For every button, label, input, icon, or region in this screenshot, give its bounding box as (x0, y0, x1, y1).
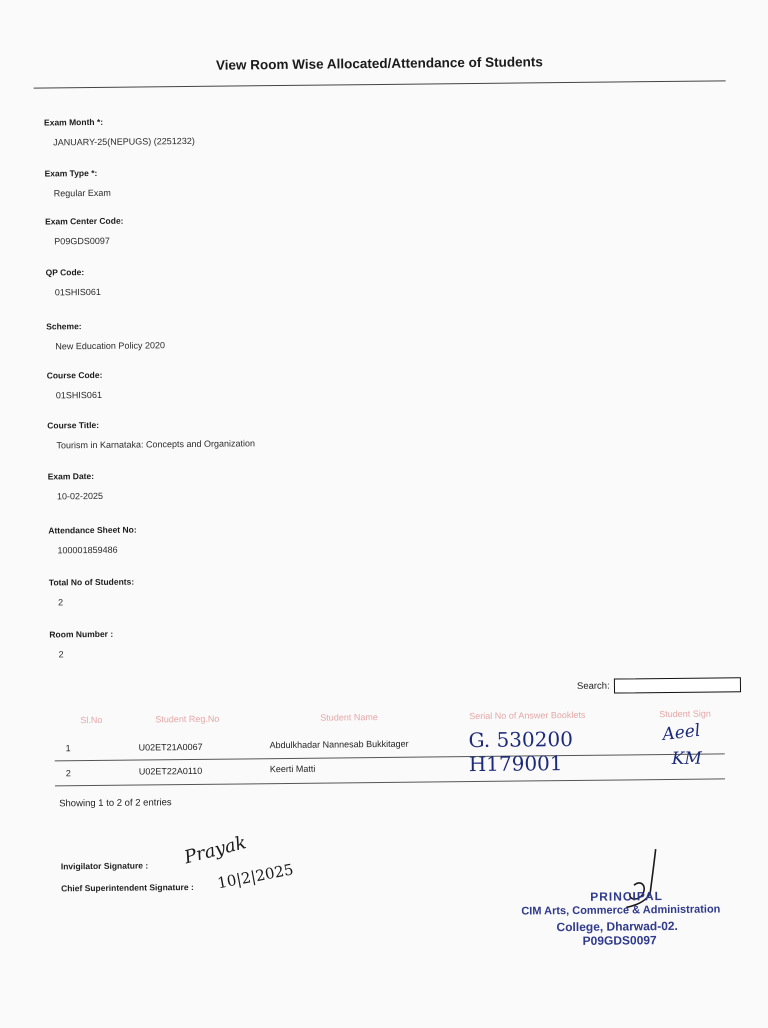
field-label: Attendance Sheet No: (48, 524, 137, 536)
row-divider (55, 753, 725, 761)
cell-booklet-handwritten: H179001 (468, 751, 563, 777)
student-signature: KM (671, 748, 702, 769)
field-value: Tourism in Karnataka: Concepts and Organization (56, 438, 256, 451)
header-reg-no[interactable]: Student Reg.No (155, 713, 220, 725)
title-divider (34, 80, 726, 88)
cell-reg: U02ET21A0067 (138, 741, 203, 753)
field-exam-center-code (45, 216, 124, 247)
header-student-sign[interactable]: Student Sign (659, 708, 711, 720)
field-label: Course Code: (46, 369, 103, 381)
field-exam-type (45, 168, 111, 199)
field-value: New Education Policy 2020 (55, 340, 165, 352)
row-divider (55, 778, 725, 786)
field-value: 2 (58, 597, 64, 608)
field-value: 10-02-2025 (56, 490, 104, 502)
student-signature: Aeel (661, 720, 702, 745)
field-value: JANUARY-25(NEPUGS) (2251232) (53, 135, 195, 148)
stamp-line-principal: PRINCIPAL (590, 889, 664, 904)
invigilator-signature: Prayak (182, 832, 249, 869)
cell-name: Keerti Matti (269, 763, 316, 775)
field-value: Regular Exam (53, 187, 111, 199)
field-value: 01SHIS061 (54, 286, 101, 298)
field-label: QP Code: (45, 267, 85, 278)
header-sl-no[interactable]: Sl.No (80, 714, 103, 726)
field-course-code (47, 370, 103, 401)
field-value: 100001859486 (57, 544, 118, 556)
field-label: Scheme: (46, 321, 82, 332)
header-student-name[interactable]: Student Name (320, 712, 378, 723)
page-title: View Room Wise Allocated/Attendance of Students (215, 54, 543, 73)
field-room-number (49, 629, 113, 660)
cell-name: Abdulkhadar Nannesab Bukkitager (269, 738, 409, 751)
field-label: Exam Type *: (44, 167, 98, 179)
invigilator-signature-label: Invigilator Signature : (60, 860, 149, 872)
search-area (577, 677, 741, 694)
field-scheme (46, 320, 165, 351)
field-attendance-sheet-no (48, 525, 137, 556)
stamp-line-college-name: CIM Arts, Commerce & Administration (521, 903, 721, 918)
search-input[interactable] (614, 677, 741, 693)
field-total-students (49, 577, 135, 608)
cell-reg: U02ET22A0110 (138, 765, 203, 777)
field-label: Exam Month *: (43, 116, 104, 128)
cell-sl: 2 (65, 768, 71, 779)
field-value: 2 (58, 649, 64, 660)
cell-booklet-handwritten: G. 530200 (468, 726, 573, 753)
stamp-line-location: College, Dharwad-02. (556, 918, 678, 935)
field-qp-code (46, 267, 101, 298)
search-label: Search: (576, 680, 610, 692)
handwritten-date: 10|2|2025 (215, 860, 295, 893)
field-value: P09GDS0097 (54, 235, 110, 247)
field-label: Exam Center Code: (45, 215, 124, 227)
cell-sl: 1 (65, 743, 71, 754)
header-booklet-serial[interactable]: Serial No of Answer Booklets (469, 709, 586, 722)
field-label: Exam Date: (47, 470, 95, 482)
field-exam-date (48, 471, 103, 502)
field-value: 01SHIS061 (55, 389, 102, 401)
field-exam-month (44, 116, 195, 148)
chief-superintendent-label: Chief Superintendent Signature : (60, 881, 194, 894)
stamp-line-code: P09GDS0097 (582, 933, 657, 948)
entries-info: Showing 1 to 2 of 2 entries (59, 797, 172, 810)
field-label: Course Title: (47, 419, 100, 431)
field-label: Room Number : (49, 628, 114, 640)
field-course-title (47, 418, 255, 450)
field-label: Total No of Students: (48, 576, 135, 588)
